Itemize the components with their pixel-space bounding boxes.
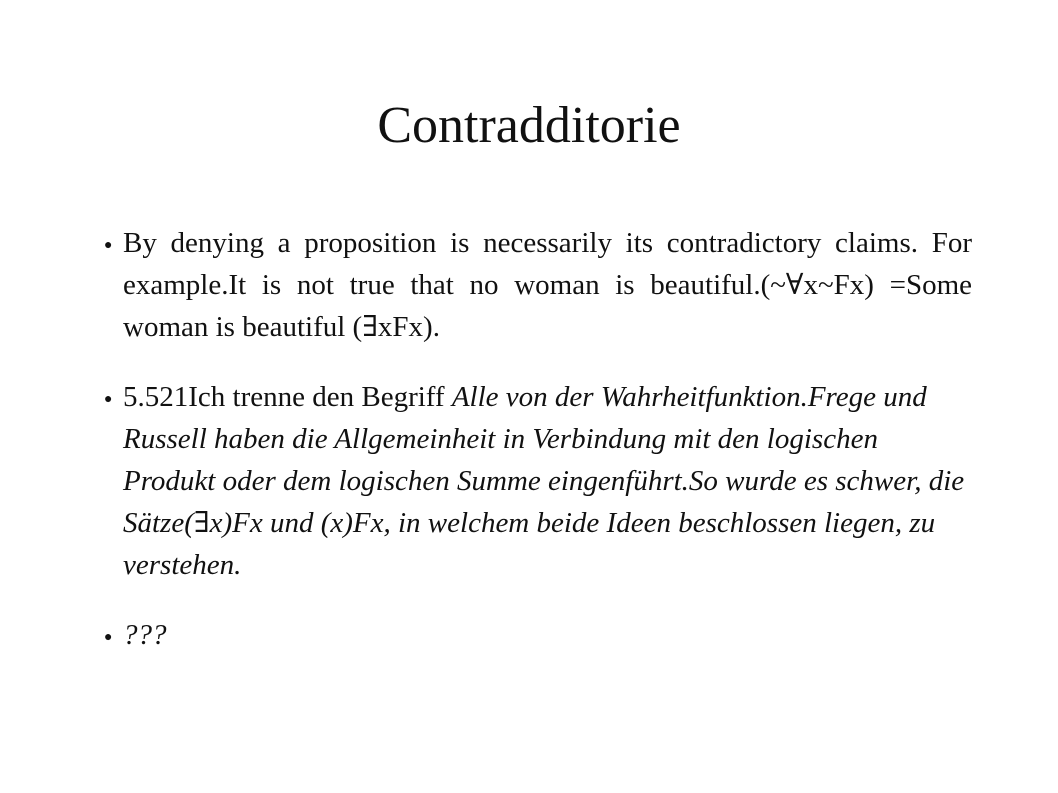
bullet-text-italic: Alle von der Wahrheitfunktion.Frege und Russell haben die Allgemeinheit in Verbindung mit den logischen Produkt oder dem logischen Summe eingenführt.So wurde es schwer, die Sätze(∃x)Fx und (x)Fx, in welchem beide Ideen beschlossen liegen, zu verstehen. [123,381,965,581]
bullet-marker-icon: ● [104,630,113,645]
bullet-list [104,222,972,684]
bullet-text-prefix: 5.521Ich trenne den Begriff [123,381,452,413]
bullet-item-2 [104,376,972,586]
slide-title: Contradditorie [377,97,681,154]
bullet-text-italic: ??? [123,619,167,651]
bullet-marker-icon: ● [104,392,113,407]
bullet-text: By denying a proposition is necessarily its contradictory claims. For example.It is not true that no woman is beautiful.(~∀x~Fx) =Some woman is beautiful (∃xFx). [123,227,972,343]
bullet-item-1 [104,222,972,348]
bullet-item-3 [104,614,972,656]
bullet-marker-icon: ● [104,238,113,253]
